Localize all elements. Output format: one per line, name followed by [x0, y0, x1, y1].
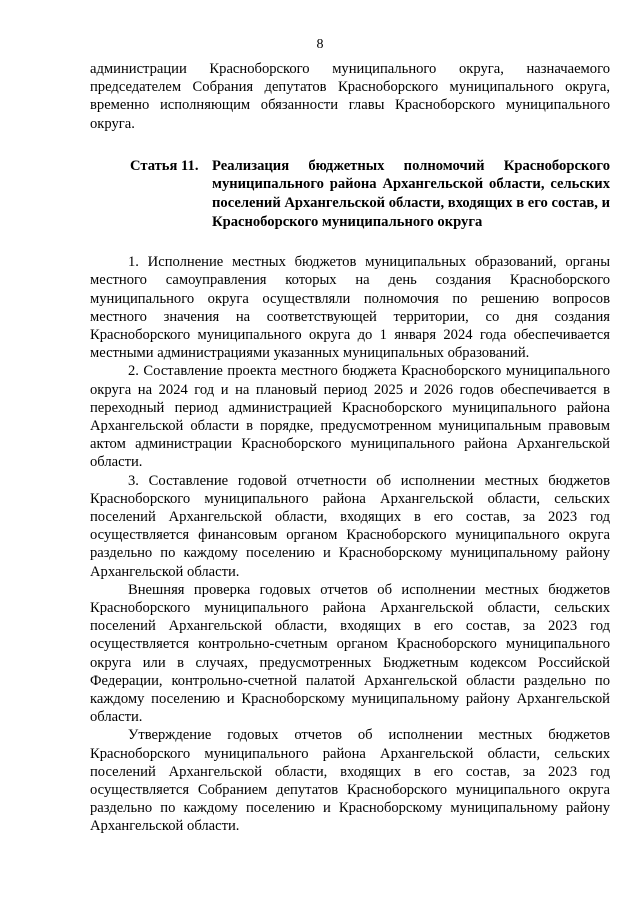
article-title: Реализация бюджетных полномочий Красноборского муниципального района Архангельской области, сельских поселений Архангельской области, входящих в его состав, и Красноборского муниципального округа: [212, 157, 610, 230]
article-number: Статья 11.: [130, 157, 199, 174]
paragraph-external-audit: Внешняя проверка годовых отчетов об исполнении местных бюджетов Красноборского муниципального района Архангельской области, сельских поселений Архангельской области, входящих в его состав, за 2023 год осуществляется контрольно-счетным органом Красноборского муниципального округа или в случаях, предусмотренных Бюджетным кодексом Российской Федерации, контрольно-счетной палатой Архангельской области раздельно по каждому поселению и Красноборскому муниципальному району Архангельской области.: [90, 581, 610, 726]
page-number: 8: [316, 37, 324, 52]
paragraph-2: 2. Составление проекта местного бюджета Красноборского муниципального округа на 2024 год и на плановый период 2025 и 2026 годов обеспечивается в переходный период администрацией Красноборского муниципального района Архангельской области в порядке, предусмотренном муниципальным правовым актом администрации Красноборского муниципального района Архангельской области.: [90, 363, 610, 471]
intro-paragraph: администрации Красноборского муниципального округа, назначаемого председателем Собрания депутатов Красноборского муниципального округа, временно исполняющим обязанности главы Красноборского муниципального округа.: [90, 61, 610, 132]
paragraph-approval: Утверждение годовых отчетов об исполнении местных бюджетов Красноборского муниципального района Архангельской области, сельских поселений Архангельской области, входящих в его состав, за 2023 год осуществляется Собранием депутатов Красноборского муниципального округа раздельно по каждому поселению и Красноборскому муниципальному району Архангельской области.: [90, 727, 610, 835]
article-heading: [90, 157, 610, 231]
document-body: [90, 60, 610, 836]
paragraph-3: 3. Составление годовой отчетности об исполнении местных бюджетов Красноборского муниципального района Архангельской области, сельских поселений Архангельской области, входящих в его состав, за 2023 год осуществляется финансовым органом Красноборского муниципального округа раздельно по каждому поселению и Красноборскому муниципальному району Архангельской области.: [90, 472, 610, 580]
paragraph-1: 1. Исполнение местных бюджетов муниципальных образований, органы местного самоуправления которых на день создания Красноборского муниципального округа осуществляли полномочия по решению вопросов местного значения на соответствующей территории, со дня создания Красноборского муниципального округа до 1 января 2024 года обеспечивается местными администрациями указанных муниципальных образований.: [90, 254, 610, 362]
